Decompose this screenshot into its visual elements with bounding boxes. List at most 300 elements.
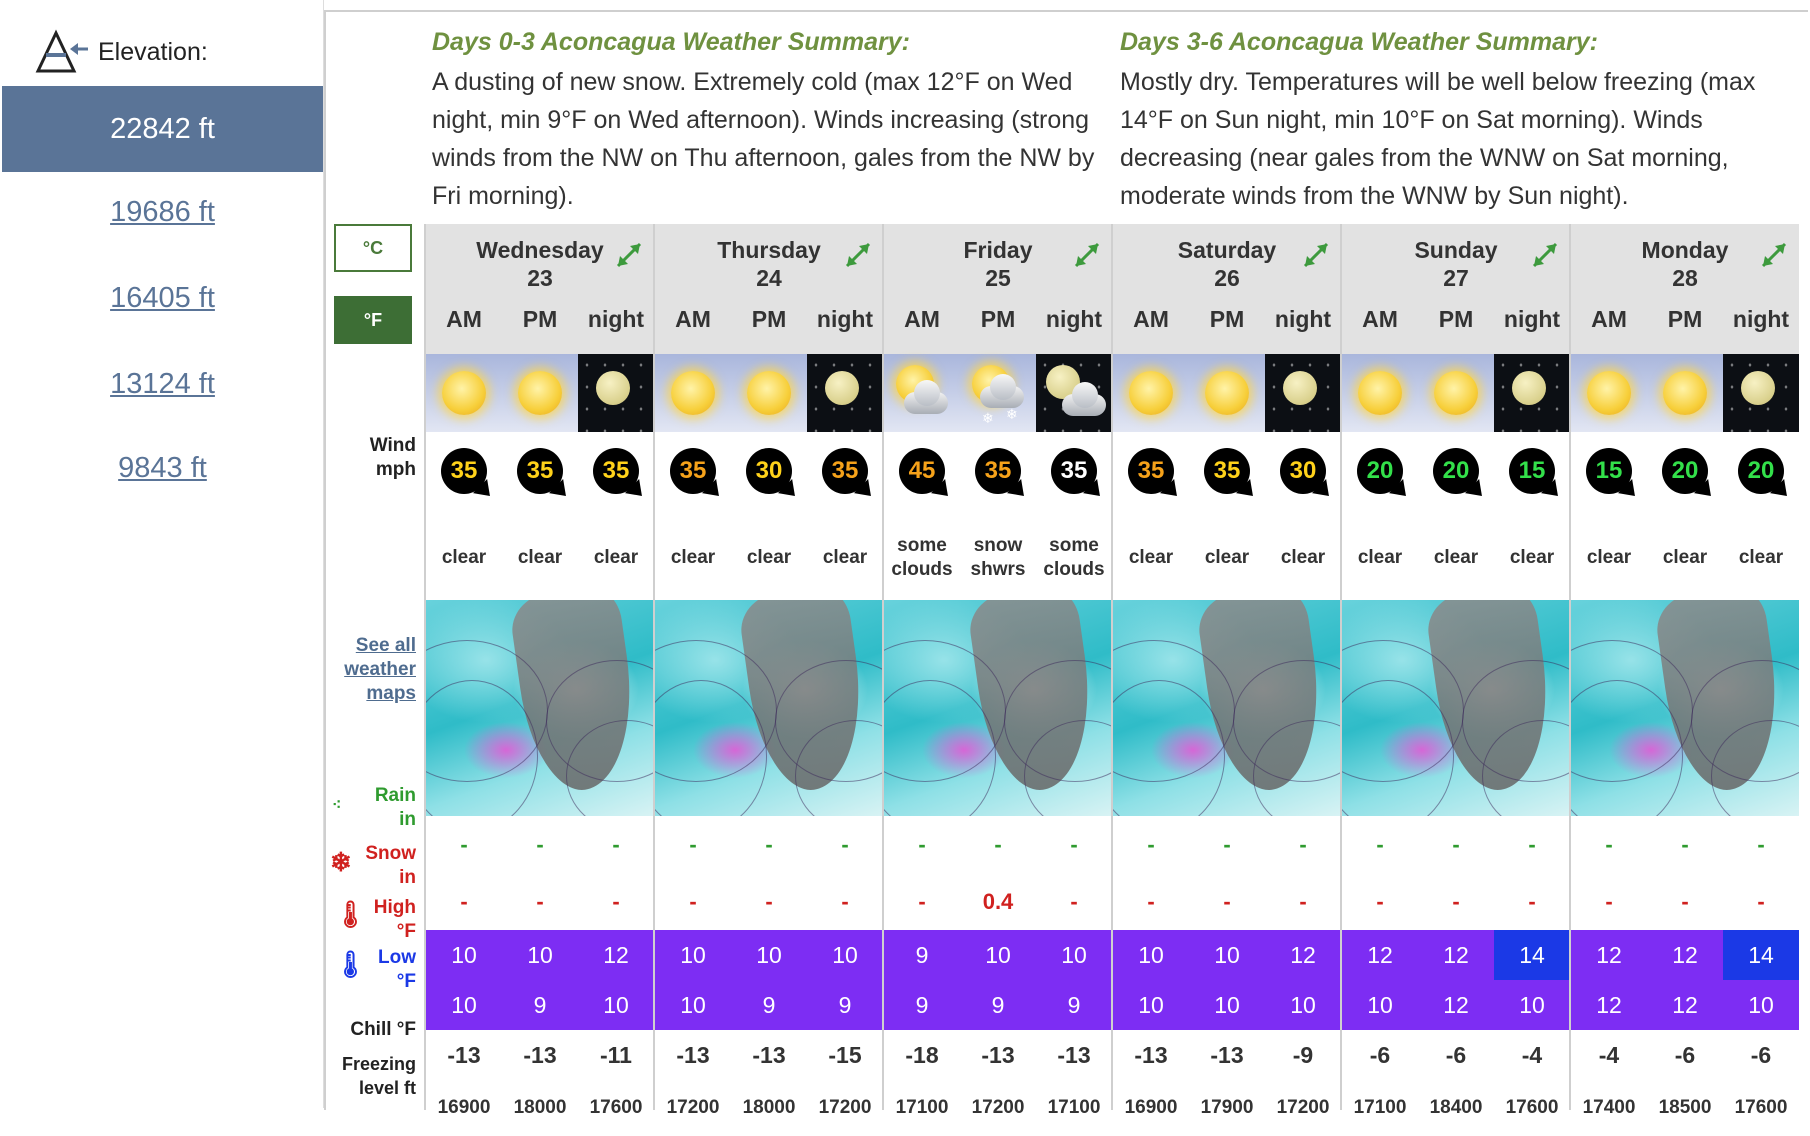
condition-text: clear xyxy=(1509,547,1555,568)
wind-cell xyxy=(655,432,731,510)
wind-chill: -13 xyxy=(1134,1041,1168,1068)
fahrenheit-toggle[interactable]: °F xyxy=(334,296,412,344)
conditions-row xyxy=(1113,510,1341,600)
rain-amount: - xyxy=(765,832,773,857)
conditions-row xyxy=(1571,510,1799,600)
celsius-toggle[interactable]: °C xyxy=(334,224,412,272)
wind-chill: -4 xyxy=(1598,1041,1620,1068)
day-column xyxy=(1340,224,1570,1118)
chill-row xyxy=(426,1030,654,1080)
low-temp: 12 xyxy=(1571,980,1647,1030)
high-temp: 10 xyxy=(807,930,883,980)
chill-row xyxy=(1342,1030,1570,1080)
rain-amount: - xyxy=(1070,832,1078,857)
rain-row xyxy=(884,816,1112,874)
snowflake-icon: ❄ xyxy=(330,847,352,877)
wind-speed: 35 xyxy=(984,457,1012,484)
wind-chill: -13 xyxy=(1210,1041,1244,1068)
day-date: 26 xyxy=(1214,265,1240,291)
conditions-row xyxy=(1342,510,1570,600)
conditions-row xyxy=(426,510,654,600)
rain-label-text: Rain xyxy=(374,785,416,806)
freezing-level: 17100 xyxy=(1047,1097,1101,1118)
wind-cell xyxy=(960,432,1036,510)
freezing-row xyxy=(1571,1080,1799,1136)
day-column xyxy=(424,224,654,1118)
freezing-row xyxy=(1342,1080,1570,1136)
summary-title: Days 3-6 Aconcagua Weather Summary: xyxy=(1120,28,1598,56)
day-name: Saturday xyxy=(1177,237,1277,263)
low-row xyxy=(1113,980,1341,1030)
condition-text: clear xyxy=(517,547,563,568)
elevation-option-active[interactable]: 22842 ft xyxy=(2,86,323,172)
wind-speed-badge xyxy=(1051,448,1097,494)
wind-speed-badge xyxy=(1586,448,1632,494)
rain-unit-text: in xyxy=(399,809,416,830)
elevation-icon xyxy=(34,29,90,75)
low-temp: 9 xyxy=(884,980,960,1030)
day-header xyxy=(1113,224,1341,354)
period-label: night xyxy=(1503,306,1561,332)
snow-amount: - xyxy=(1070,889,1078,914)
wind-speed: 35 xyxy=(1060,457,1088,484)
moon-icon xyxy=(807,354,883,432)
high-temp: 10 xyxy=(1113,930,1189,980)
weather-map-thumbnail[interactable] xyxy=(1342,600,1570,816)
wind-chill: -13 xyxy=(1057,1041,1091,1068)
day-date: 27 xyxy=(1443,265,1469,291)
period-label: AM xyxy=(1591,306,1627,332)
wind-speed: 35 xyxy=(1137,457,1165,484)
day-column xyxy=(1569,224,1799,1118)
rain-label xyxy=(326,784,416,832)
low-temp-label xyxy=(326,946,416,994)
condition-text: clear xyxy=(1357,547,1403,568)
wind-cell xyxy=(578,432,654,510)
wind-speed: 30 xyxy=(1289,457,1317,484)
condition-text: clear xyxy=(1433,547,1479,568)
day-name: Wednesday xyxy=(476,237,604,263)
high-temp: 14 xyxy=(1723,930,1799,980)
wind-row xyxy=(426,432,654,510)
low-row xyxy=(426,980,654,1030)
expand-icon[interactable] xyxy=(612,238,646,272)
elevation-option[interactable]: 16405 ft xyxy=(110,282,215,314)
rain-row xyxy=(655,816,883,874)
period-label: PM xyxy=(1667,306,1703,332)
wind-speed: 15 xyxy=(1595,457,1623,484)
low-temp: 10 xyxy=(1342,980,1418,1030)
snow-amount: - xyxy=(1605,889,1613,914)
sun-icon xyxy=(502,354,578,432)
sun-icon xyxy=(1418,354,1494,432)
expand-icon[interactable] xyxy=(1070,238,1104,272)
low-temp: 9 xyxy=(731,980,807,1030)
snow-row xyxy=(1113,874,1341,930)
high-unit-text: °F xyxy=(396,921,416,942)
wind-speed: 35 xyxy=(450,457,478,484)
high-temp: 14 xyxy=(1494,930,1570,980)
freezing-level: 17100 xyxy=(895,1097,949,1118)
snow-amount: - xyxy=(1528,889,1536,914)
condition-text: clear xyxy=(1586,547,1632,568)
snow-amount: - xyxy=(612,889,620,914)
sun-icon xyxy=(655,354,731,432)
rain-amount: - xyxy=(1147,832,1155,857)
rain-amount: - xyxy=(612,832,620,857)
freezing-level: 17900 xyxy=(1200,1097,1254,1118)
snow-label-text: Snow xyxy=(365,843,416,864)
wind-speed-badge xyxy=(1357,448,1403,494)
low-temp: 10 xyxy=(578,980,654,1030)
freezing-row xyxy=(655,1080,883,1136)
freezing-level: 18000 xyxy=(742,1097,796,1118)
rain-amount: - xyxy=(1605,832,1613,857)
expand-icon[interactable] xyxy=(1528,238,1562,272)
thermometer-hot-icon: 🌡 xyxy=(334,899,368,929)
period-label: AM xyxy=(1362,306,1398,332)
wind-cell xyxy=(502,432,578,510)
wind-speed: 20 xyxy=(1442,457,1470,484)
weather-map-thumbnail[interactable] xyxy=(884,600,1112,816)
wind-chill: -9 xyxy=(1292,1041,1314,1068)
chill-row xyxy=(1113,1030,1341,1080)
rain-amount: - xyxy=(1757,832,1765,857)
snow-amount: - xyxy=(918,889,926,914)
wind-cell xyxy=(1571,432,1647,510)
snow-amount: - xyxy=(1299,889,1307,914)
freezing-level: 17200 xyxy=(1276,1097,1330,1118)
high-temp: 10 xyxy=(426,930,502,980)
wind-speed: 35 xyxy=(831,457,859,484)
period-label: night xyxy=(816,306,874,332)
rain-amount: - xyxy=(1223,832,1231,857)
snow-row xyxy=(655,874,883,930)
wind-cell xyxy=(1036,432,1112,510)
rain-amount: - xyxy=(536,832,544,857)
low-temp: 12 xyxy=(1647,980,1723,1030)
wind-speed: 35 xyxy=(679,457,707,484)
high-row xyxy=(1342,930,1570,980)
sun-icon xyxy=(1342,354,1418,432)
day-name: Monday xyxy=(1641,237,1729,263)
moon-icon xyxy=(1494,354,1570,432)
moon-icon xyxy=(1723,354,1799,432)
period-label: PM xyxy=(522,306,558,332)
period-label: night xyxy=(1045,306,1103,332)
summary-days-0-3 xyxy=(432,28,1112,215)
freezing-level: 18500 xyxy=(1658,1097,1712,1118)
wind-speed-badge xyxy=(899,448,945,494)
wind-chill: -11 xyxy=(600,1041,632,1068)
moon-cloud-icon xyxy=(1036,354,1112,432)
rain-amount: - xyxy=(1376,832,1384,857)
low-unit-text: °F xyxy=(396,971,416,992)
thermometer-cold-icon: 🌡 xyxy=(334,949,368,979)
high-row xyxy=(1113,930,1341,980)
elevation-option[interactable]: 13124 ft xyxy=(110,368,215,400)
period-label: PM xyxy=(751,306,787,332)
period-label: PM xyxy=(1438,306,1474,332)
elevation-option[interactable]: 9843 ft xyxy=(118,452,207,484)
summary-text: A dusting of new snow. Extremely cold (max 12°F on Wed night, min 9°F on Wed afternoon). Winds increasing (strong winds from the NW on Thu afternoon, gales from the NW by Fri morning). xyxy=(432,68,1095,210)
wind-speed-badge xyxy=(746,448,792,494)
condition-text: clear xyxy=(1280,547,1326,568)
wind-unit-text: mph xyxy=(375,459,416,480)
conditions-row xyxy=(884,510,1112,600)
snow-amount: - xyxy=(460,889,468,914)
high-temp: 10 xyxy=(731,930,807,980)
wind-speed-badge xyxy=(1280,448,1326,494)
weather-map-thumbnail[interactable] xyxy=(426,600,654,816)
day-header xyxy=(884,224,1112,354)
wind-speed-badge xyxy=(1204,448,1250,494)
condition-text: clear xyxy=(670,547,716,568)
rain-amount: - xyxy=(1681,832,1689,857)
high-label-text: High xyxy=(373,897,416,918)
rain-row xyxy=(1571,816,1799,874)
low-row xyxy=(1571,980,1799,1030)
low-temp: 9 xyxy=(960,980,1036,1030)
day-name: Thursday xyxy=(717,237,821,263)
day-header xyxy=(1571,224,1799,354)
day-name: Friday xyxy=(963,237,1033,263)
period-labels xyxy=(1571,306,1799,333)
expand-icon[interactable] xyxy=(1757,238,1791,272)
wind-speed: 20 xyxy=(1366,457,1394,484)
low-temp: 12 xyxy=(1418,980,1494,1030)
wind-cell xyxy=(1189,432,1265,510)
freezing-level: 18000 xyxy=(513,1097,567,1118)
wind-chill: -13 xyxy=(752,1041,786,1068)
period-label: PM xyxy=(980,306,1016,332)
wind-chill: -6 xyxy=(1750,1041,1772,1068)
period-labels xyxy=(1342,306,1570,333)
wind-chill: -13 xyxy=(981,1041,1015,1068)
high-row xyxy=(1571,930,1799,980)
rain-amount: - xyxy=(994,832,1002,857)
rain-amount: - xyxy=(1452,832,1460,857)
moon-icon xyxy=(578,354,654,432)
low-temp: 10 xyxy=(1189,980,1265,1030)
sun-icon xyxy=(1647,354,1723,432)
wind-speed-badge xyxy=(670,448,716,494)
sun-icon xyxy=(1189,354,1265,432)
weather-icons-row xyxy=(426,354,654,432)
summary-days-3-6 xyxy=(1120,28,1800,215)
see-all-weather-maps-link[interactable]: See all weather maps xyxy=(344,635,416,704)
snow-amount: - xyxy=(765,889,773,914)
wind-row xyxy=(884,432,1112,510)
wind-speed-badge xyxy=(822,448,868,494)
condition-text: clear xyxy=(1128,547,1174,568)
wind-speed-badge xyxy=(1509,448,1555,494)
wind-cell xyxy=(807,432,883,510)
snow-amount: - xyxy=(1452,889,1460,914)
wind-cell xyxy=(884,432,960,510)
snow-row xyxy=(1342,874,1570,930)
low-temp: 9 xyxy=(807,980,883,1030)
wind-cell xyxy=(1113,432,1189,510)
freezing-level-label: Freezing level ft xyxy=(341,1054,416,1098)
weather-icons-row xyxy=(1571,354,1799,432)
snow-amount: - xyxy=(689,889,697,914)
high-temp: 10 xyxy=(1189,930,1265,980)
conditions-row xyxy=(655,510,883,600)
wind-chill: -13 xyxy=(447,1041,481,1068)
freezing-level: 17600 xyxy=(589,1097,643,1118)
low-label-text: Low xyxy=(378,947,416,968)
chill-row xyxy=(1571,1030,1799,1080)
wind-chill: -6 xyxy=(1369,1041,1391,1068)
period-labels xyxy=(1113,306,1341,333)
wind-speed: 30 xyxy=(755,457,783,484)
condition-text: some clouds xyxy=(1043,535,1105,580)
wind-cell xyxy=(1494,432,1570,510)
period-labels xyxy=(655,306,883,333)
rain-amount: - xyxy=(460,832,468,857)
wind-speed: 20 xyxy=(1747,457,1775,484)
weather-map-thumbnail[interactable] xyxy=(655,600,883,816)
high-temp: 12 xyxy=(1342,930,1418,980)
freezing-level: 17400 xyxy=(1582,1097,1636,1118)
wind-speed-badge xyxy=(1662,448,1708,494)
rain-row xyxy=(1342,816,1570,874)
high-temp: 12 xyxy=(1265,930,1341,980)
low-temp: 10 xyxy=(1265,980,1341,1030)
condition-text: clear xyxy=(1204,547,1250,568)
period-label: AM xyxy=(904,306,940,332)
period-label: AM xyxy=(446,306,482,332)
sun-cloud-icon xyxy=(884,354,960,432)
wind-row xyxy=(655,432,883,510)
expand-icon[interactable] xyxy=(1299,238,1333,272)
weather-map-thumbnail[interactable] xyxy=(1113,600,1341,816)
snow-amount: - xyxy=(841,889,849,914)
freezing-row xyxy=(1113,1080,1341,1136)
snow-amount: - xyxy=(1223,889,1231,914)
high-temp: 10 xyxy=(655,930,731,980)
forecast-panel xyxy=(324,10,1808,1118)
day-header xyxy=(655,224,883,354)
high-temp: 12 xyxy=(1647,930,1723,980)
snow-amount: 0.4 xyxy=(982,889,1014,914)
period-label: PM xyxy=(1209,306,1245,332)
wind-speed-badge xyxy=(975,448,1021,494)
wind-speed-badge xyxy=(593,448,639,494)
summary-text: Mostly dry. Temperatures will be well below freezing (max 14°F on Sun night, min 10°F on Sat morning). Winds decreasing (near gales from the WNW on Sat morning, moderate winds from the WNW by Sun night). xyxy=(1120,68,1756,210)
wind-label-text: Wind xyxy=(369,435,416,456)
condition-text: some clouds xyxy=(891,535,953,580)
period-labels xyxy=(884,306,1112,333)
wind-label xyxy=(326,434,416,482)
day-date: 28 xyxy=(1672,265,1698,291)
high-temp: 10 xyxy=(960,930,1036,980)
wind-speed: 35 xyxy=(1213,457,1241,484)
freezing-level: 16900 xyxy=(437,1097,491,1118)
low-row xyxy=(1342,980,1570,1030)
day-date: 24 xyxy=(756,265,782,291)
wind-speed-badge xyxy=(517,448,563,494)
low-row xyxy=(884,980,1112,1030)
condition-text: clear xyxy=(441,547,487,568)
expand-icon[interactable] xyxy=(841,238,875,272)
low-temp: 10 xyxy=(655,980,731,1030)
condition-text: clear xyxy=(746,547,792,568)
wind-cell xyxy=(1647,432,1723,510)
wind-cell xyxy=(1723,432,1799,510)
summary-title: Days 0-3 Aconcagua Weather Summary: xyxy=(432,28,910,56)
period-label: night xyxy=(1732,306,1790,332)
high-temp: 10 xyxy=(1036,930,1112,980)
wind-speed-badge xyxy=(1738,448,1784,494)
chill-row xyxy=(884,1030,1112,1080)
high-row xyxy=(426,930,654,980)
sun-icon xyxy=(1113,354,1189,432)
freezing-level: 18400 xyxy=(1429,1097,1483,1118)
wind-speed-badge xyxy=(1128,448,1174,494)
chill-row xyxy=(655,1030,883,1080)
snow-amount: - xyxy=(1376,889,1384,914)
high-temp: 12 xyxy=(1571,930,1647,980)
wind-chill-label: Chill °F xyxy=(350,1019,416,1040)
wind-chill: -15 xyxy=(828,1041,862,1068)
weather-icons-row xyxy=(1342,354,1570,432)
wind-cell xyxy=(1265,432,1341,510)
wind-speed-badge xyxy=(441,448,487,494)
wind-speed-badge xyxy=(1433,448,1479,494)
freezing-level: 17200 xyxy=(666,1097,720,1118)
rain-row xyxy=(426,816,654,874)
day-column xyxy=(653,224,883,1118)
freezing-level: 17600 xyxy=(1734,1097,1788,1118)
condition-text: clear xyxy=(822,547,868,568)
low-temp: 9 xyxy=(1036,980,1112,1030)
wind-chill: -4 xyxy=(1521,1041,1543,1068)
weather-map-thumbnail[interactable] xyxy=(1571,600,1799,816)
sun-icon xyxy=(426,354,502,432)
rain-amount: - xyxy=(689,832,697,857)
weather-icons-row xyxy=(655,354,883,432)
rain-row xyxy=(1113,816,1341,874)
snow-row xyxy=(426,874,654,930)
wind-speed: 20 xyxy=(1671,457,1699,484)
wind-cell xyxy=(1342,432,1418,510)
wind-chill: -13 xyxy=(523,1041,557,1068)
low-temp: 10 xyxy=(1113,980,1189,1030)
rain-amount: - xyxy=(1528,832,1536,857)
snow-row xyxy=(1571,874,1799,930)
freezing-level: 17100 xyxy=(1353,1097,1407,1118)
elevation-option[interactable]: 19686 ft xyxy=(110,196,215,228)
high-temp: 12 xyxy=(1418,930,1494,980)
day-header xyxy=(426,224,654,354)
snow-amount: - xyxy=(1147,889,1155,914)
condition-text: clear xyxy=(1662,547,1708,568)
wind-speed: 15 xyxy=(1518,457,1546,484)
snow-amount: - xyxy=(1681,889,1689,914)
weather-icons-row xyxy=(1113,354,1341,432)
wind-row xyxy=(1342,432,1570,510)
freezing-row xyxy=(426,1080,654,1136)
high-row xyxy=(884,930,1112,980)
moon-icon xyxy=(1265,354,1341,432)
sun-icon xyxy=(731,354,807,432)
period-label: night xyxy=(587,306,645,332)
low-row xyxy=(655,980,883,1030)
high-temp: 10 xyxy=(502,930,578,980)
period-labels xyxy=(426,306,654,333)
